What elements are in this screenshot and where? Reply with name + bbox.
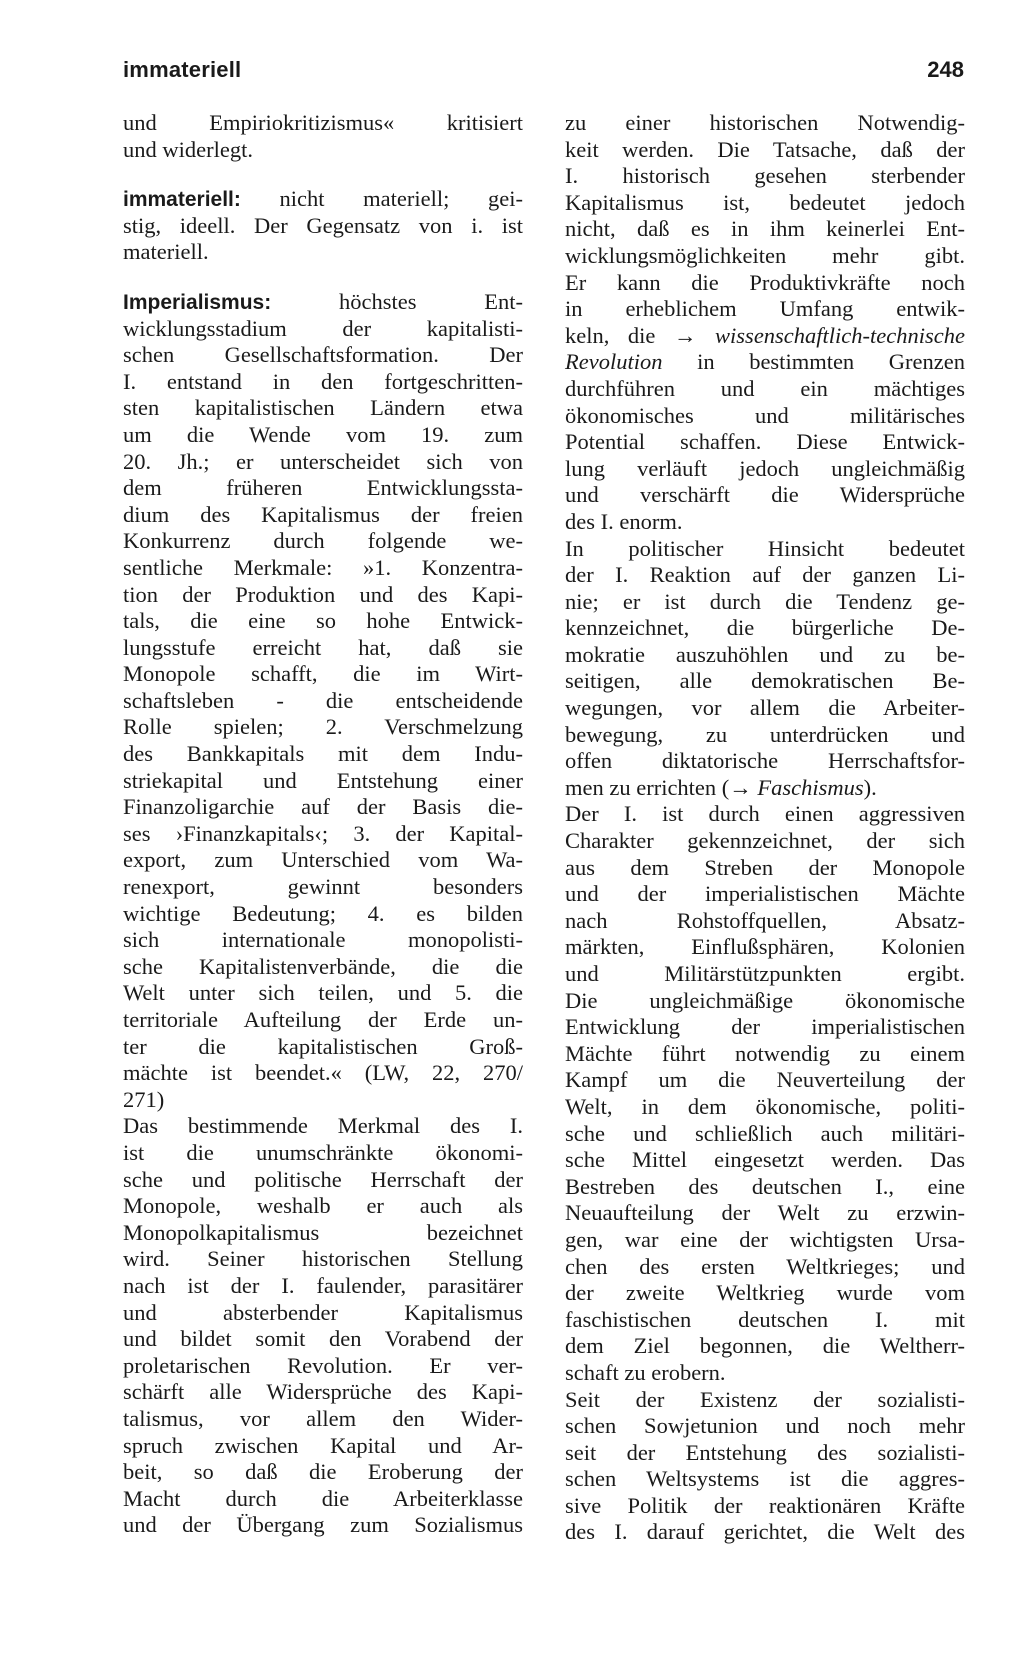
text-line: Entwicklung der imperialistischen [565,1014,965,1040]
text-line: sive Politik der reaktionären Kräfte [565,1492,965,1518]
text-line: mächte ist beendet.« (LW, 22, 270/ [123,1060,523,1086]
text-span: nicht materiell; gei- [240,186,523,212]
text-line: Bestreben des deutschen I., eine [565,1173,965,1199]
page-number: 248 [927,57,964,82]
text-span: ). [863,774,877,800]
text-line: talismus, vor allem den Wider- [123,1405,523,1431]
text-line: territoriale Aufteilung der Erde un- [123,1007,523,1032]
text-line: spruch zwischen Kapital und Ar- [123,1432,523,1458]
text-line: Mächte führt notwendig zu einem [565,1040,965,1066]
text-line [565,349,965,376]
text-line: wichtige Bedeutung; 4. es bilden [123,900,523,926]
text-line: Welt unter sich teilen, und 5. die [123,980,523,1006]
text-line: I. entstand in den fortgeschritten- [123,368,523,394]
text-line: dium des Kapitalismus der freien [123,501,523,527]
text-line [565,323,965,350]
text-line: offen diktatorische Herrschaftsfor- [565,748,965,774]
text-line: ist die unumschränkte ökonomi- [123,1139,523,1165]
text-line: um die Wende vom 19. zum [123,421,523,447]
entry-headword: immateriell: [123,188,241,212]
text-line: Neuaufteilung der Welt zu erzwin- [565,1200,965,1226]
text-line: chen des ersten Weltkrieges; und [565,1253,965,1279]
text-line: stig, ideell. Der Gegensatz von i. ist [123,212,523,238]
text-line: lung verläuft jedoch ungleichmäßig [565,455,965,481]
entry-headword: Imperialismus: [123,290,272,314]
text-line: I. historisch gesehen sterbender [565,163,965,189]
text-span: höchstes Ent- [271,288,523,314]
text-line: mokratie auszuhöhlen und zu be- [565,641,965,667]
text-line: striekapital und Entstehung einer [123,767,523,793]
text-line: export, zum Unterschied vom Wa- [123,847,523,873]
text-line: wegungen, vor allem die Arbeiter- [565,695,965,721]
entry-immateriell [123,186,523,266]
text-line: und widerlegt. [123,136,253,162]
text-line: wird. Seiner historischen Stellung [123,1246,523,1272]
text-line: 271) [123,1086,165,1112]
text-line: 20. Jh.; er unterscheidet sich von [123,448,523,474]
text-line: schaftsleben - die entscheidende [123,687,523,713]
text-line: aus dem Streben der Monopole [565,854,965,880]
text-line: Kapitalismus ist, bedeutet jedoch [565,189,965,215]
cross-reference: Revolution [565,349,663,375]
text-line: sten kapitalistischen Ländern etwa [123,395,523,421]
text-line: Die ungleichmäßige ökonomische [565,987,965,1013]
text-line: Konkurrenz durch folgende we- [123,528,523,554]
text-line: schärft alle Widersprüche des Kapi- [123,1379,523,1405]
text-line: und absterbender Kapitalismus [123,1299,523,1325]
text-line: gen, war eine der wichtigsten Ursa- [565,1226,965,1252]
text-line: schen Gesellschaftsformation. Der [123,342,523,368]
text-line: und der Übergang zum Sozialismus [123,1512,523,1538]
text-line: und der imperialistischen Mächte [565,881,965,907]
text-line: Das bestimmende Merkmal des I. [123,1113,523,1139]
cross-reference: wissenschaftlich-technische [715,322,965,348]
text-line: nicht, daß es in ihm keinerlei Ent- [565,216,965,242]
text-line: faschistischen deutschen I. mit [565,1306,965,1332]
text-line: Monopole, weshalb er auch als [123,1193,523,1219]
text-line: schaft zu erobern. [565,1359,726,1385]
text-line: ökonomisches und militärisches [565,402,965,428]
text-line: beit, so daß die Eroberung der [123,1459,523,1485]
text-span: men zu errichten (→ [565,774,758,800]
cross-reference: Faschismus [757,774,864,800]
text-line: sche Kapitalistenverbände, die die [123,953,523,979]
text-line: durchführen und ein mächtiges [565,375,965,401]
text-line: wicklungsstadium der kapitalisti- [123,315,523,341]
text-line: Charakter gekennzeichnet, der sich [565,828,965,854]
text-line: sche und schließlich auch militäri- [565,1120,965,1146]
text-line: zu einer historischen Notwendig- [565,110,965,135]
text-line: dem früheren Entwicklungssta- [123,475,523,501]
text-line: nach Rohstoffquellen, Absatz- [565,907,965,933]
text-line: dem Ziel begonnen, die Weltherr- [565,1333,965,1359]
text-line: wicklungsmöglichkeiten mehr gibt. [565,242,965,268]
text-line: des Bankkapitals mit dem Indu- [123,741,523,767]
text-line: lungsstufe erreicht hat, daß sie [123,634,523,660]
text-line: Der I. ist durch einen aggressiven [565,801,965,827]
text-line: schen Weltsystems ist die aggres- [565,1466,965,1492]
text-line: seit der Entstehung des sozialisti- [565,1439,965,1465]
text-line: Monopole schafft, die im Wirt- [123,661,523,687]
text-line: in erheblichem Umfang entwik- [565,296,965,322]
text-line: und Empiriokritizismus« kritisiert [123,110,523,135]
text-line: sich internationale monopolisti- [123,927,523,953]
text-line: und Militärstützpunkten ergibt. [565,961,965,986]
text-line: Welt, in dem ökonomische, politi- [565,1093,965,1119]
text-line: sentliche Merkmale: »1. Konzentra- [123,554,523,580]
text-line: nie; er ist durch die Tendenz ge- [565,588,965,614]
text-line [123,186,523,213]
running-head: immateriell [123,57,242,82]
text-line: sche Mittel eingesetzt werden. Das [565,1147,965,1173]
text-line: tals, die eine so hohe Entwick- [123,608,523,634]
text-line: sche und politische Herrschaft der [123,1166,523,1192]
text-span: in bestimmten Grenzen [662,349,965,375]
text-line: des I. darauf gerichtet, die Welt des [565,1519,965,1545]
right-column [565,110,965,1546]
text-line: In politischer Hinsicht bedeutet [565,535,965,561]
text-line: des I. enorm. [565,508,683,534]
text-line: der I. Reaktion auf der ganzen Li- [565,562,965,588]
text-line: schen Sowjetunion und noch mehr [565,1413,965,1439]
text-line: Monopolkapitalismus bezeichnet [123,1219,523,1245]
text-line: keit werden. Die Tatsache, daß der [565,136,965,162]
text-line: Seit der Existenz der sozialisti- [565,1386,965,1412]
text-line: seitigen, alle demokratischen Be- [565,668,965,694]
text-line: und bildet somit den Vorabend der [123,1326,523,1352]
text-line: ter die kapitalistischen Groß- [123,1033,523,1059]
text-line [123,289,523,316]
text-line: bewegung, zu unterdrücken und [565,721,965,747]
text-line: nach ist der I. faulender, parasitärer [123,1272,523,1298]
text-span: keln, die → [565,322,716,348]
text-line: Er kann die Produktivkräfte noch [565,269,965,295]
text-line: Rolle spielen; 2. Verschmelzung [123,714,523,740]
text-line: der zweite Weltkrieg wurde vom [565,1280,965,1306]
entry-imperialismus [123,289,523,1539]
text-line: materiell. [123,239,209,265]
text-line: Kampf um die Neuverteilung der [565,1067,965,1093]
text-line: märkten, Einflußsphären, Kolonien [565,934,965,960]
text-line: ses ›Finanzkapitals‹; 3. der Kapital- [123,820,523,846]
text-line: Potential schaffen. Diese Entwick- [565,429,965,455]
text-line: proletarischen Revolution. Er ver- [123,1352,523,1378]
text-line: renexport, gewinnt besonders [123,874,523,900]
text-line [565,775,965,802]
text-line: Finanzoligarchie auf der Basis die- [123,794,523,820]
text-line: und verschärft die Widersprüche [565,482,965,508]
text-line: kennzeichnet, die bürgerliche De- [565,615,965,641]
text-line: Macht durch die Arbeiterklasse [123,1485,523,1511]
text-line: tion der Produktion und des Kapi- [123,581,523,607]
left-column [123,110,523,1539]
